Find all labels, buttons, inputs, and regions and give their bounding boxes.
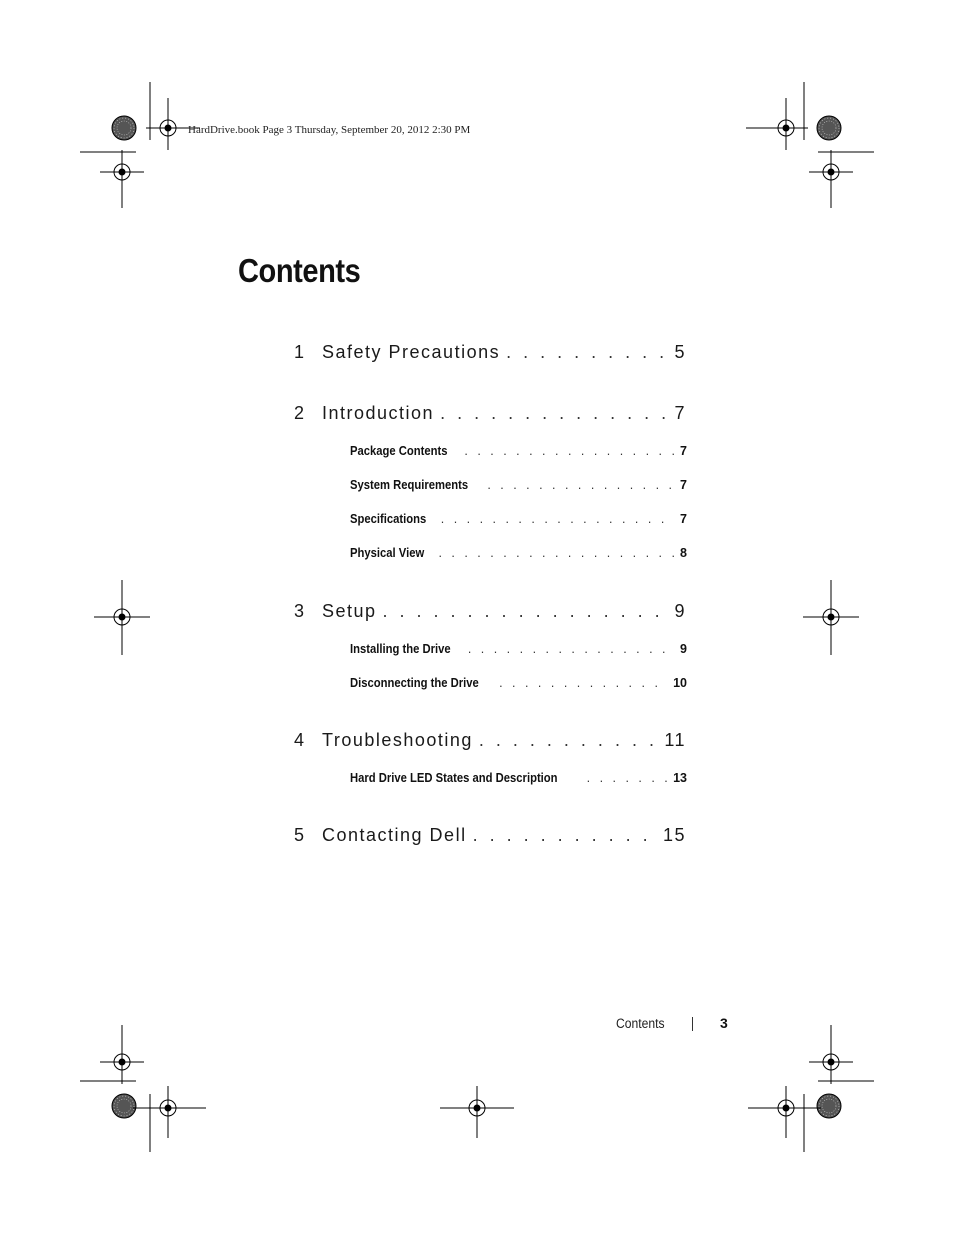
page-number: 11: [664, 730, 686, 750]
dot-leader: [441, 512, 674, 526]
toc-entry-troubleshooting[interactable]: [294, 730, 686, 751]
page-number: 9: [674, 601, 686, 621]
dot-leader: [499, 676, 667, 690]
print-slug: HardDrive.book Page 3 Thursday, September 20, 2012 2:30 PM: [188, 124, 471, 136]
page-number: 10: [673, 676, 687, 690]
chapter-title: Troubleshooting: [322, 730, 473, 750]
page-number: 8: [680, 546, 687, 560]
dot-leader: [473, 825, 657, 846]
toc-entry-physical-view[interactable]: [350, 546, 687, 560]
toc-entry-package-contents[interactable]: [350, 444, 687, 458]
section-title: Installing the Drive: [350, 642, 451, 656]
dot-leader: [464, 444, 674, 458]
page-number: 13: [673, 771, 687, 785]
footer-section-label: Contents: [616, 1016, 665, 1031]
page-number: 9: [680, 642, 687, 656]
section-title: Package Contents: [350, 444, 448, 458]
page-number: 7: [680, 512, 687, 526]
toc-entry-setup[interactable]: [294, 601, 686, 622]
toc-entry-installing-the-drive[interactable]: [350, 642, 687, 656]
dot-leader: [487, 478, 674, 492]
page-title: Contents: [238, 252, 361, 289]
chapter-number: 5: [294, 825, 306, 845]
page-number: 7: [680, 478, 687, 492]
footer-page-number: 3: [720, 1015, 728, 1031]
toc-entry-system-requirements[interactable]: [350, 478, 687, 492]
section-title: Physical View: [350, 546, 425, 560]
chapter-title: Setup: [322, 601, 377, 621]
dot-leader: [383, 601, 669, 622]
dot-leader: [587, 771, 667, 785]
chapter-title: Contacting Dell: [322, 825, 467, 845]
toc-entry-disconnecting-the-drive[interactable]: [350, 676, 687, 690]
chapter-title: Safety Precautions: [322, 342, 501, 362]
chapter-title: Introduction: [322, 403, 435, 423]
page-number: 7: [680, 444, 687, 458]
footer-divider: [692, 1017, 693, 1031]
toc-entry-contacting-dell[interactable]: [294, 825, 686, 846]
toc-entry-specifications[interactable]: [350, 512, 687, 526]
section-title: Disconnecting the Drive: [350, 676, 479, 690]
dot-leader: [440, 403, 668, 424]
section-title: System Requirements: [350, 478, 469, 492]
page-number: 7: [674, 403, 686, 423]
chapter-number: 3: [294, 601, 306, 621]
dot-leader: [479, 730, 658, 751]
dot-leader: [468, 642, 674, 656]
dot-leader: [438, 546, 674, 560]
section-title: Specifications: [350, 512, 427, 526]
chapter-number: 4: [294, 730, 306, 750]
section-title: Hard Drive LED States and Description: [350, 771, 558, 785]
chapter-number: 2: [294, 403, 306, 423]
toc-entry-hard-drive-led-states[interactable]: [350, 771, 687, 785]
page-number: 5: [674, 342, 686, 362]
chapter-number: 1: [294, 342, 306, 362]
toc-entry-safety-precautions[interactable]: [294, 342, 686, 363]
dot-leader: [506, 342, 668, 363]
page-number: 15: [662, 825, 686, 845]
toc-entry-introduction[interactable]: [294, 403, 686, 424]
